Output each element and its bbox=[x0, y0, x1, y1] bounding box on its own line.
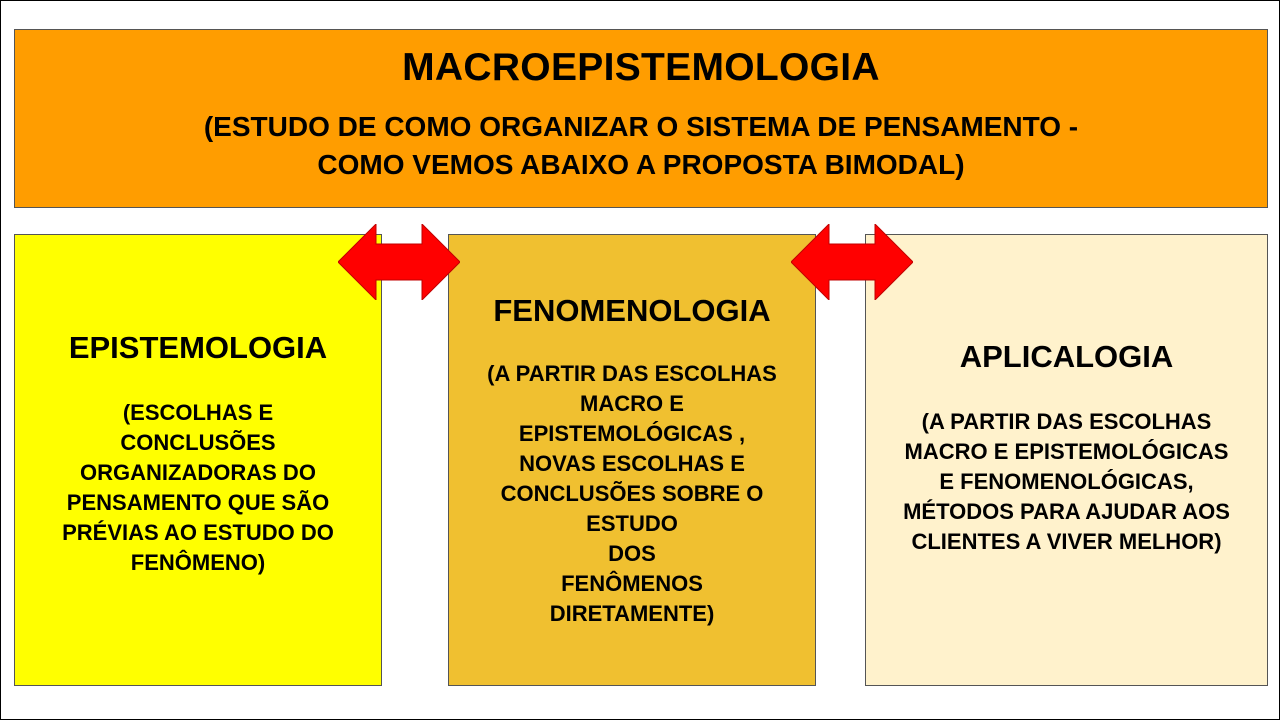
header-title: MACROEPISTEMOLOGIA bbox=[402, 46, 880, 89]
fenomenologia-description: (A PARTIR DAS ESCOLHAS MACRO E EPISTEMOLÓGICAS , NOVAS ESCOLHAS E CONCLUSÕES SOBRE O ESTUDO DOS FENÔMENOS DIRETAMENTE) bbox=[487, 361, 777, 626]
aplicalogia-box bbox=[865, 234, 1268, 686]
epistemologia-box bbox=[14, 234, 382, 686]
fenomenologia-title: FENOMENOLOGIA bbox=[493, 293, 771, 328]
macroepistemologia-box bbox=[14, 29, 1268, 208]
epistemologia-title: EPISTEMOLOGIA bbox=[68, 330, 328, 365]
double-arrow-icon bbox=[791, 224, 913, 300]
double-arrow-icon bbox=[338, 224, 460, 300]
fenomenologia-box bbox=[448, 234, 816, 686]
aplicalogia-title: APLICALOGIA bbox=[959, 339, 1174, 374]
header-subtitle: (ESTUDO DE COMO ORGANIZAR O SISTEMA DE PENSAMENTO - COMO VEMOS ABAIXO A PROPOSTA BIMODAL) bbox=[203, 111, 1079, 180]
aplicalogia-description: (A PARTIR DAS ESCOLHAS MACRO E EPISTEMOLÓGICAS E FENOMENOLÓGICAS, MÉTODOS PARA AJUDAR AOS CLIENTES A VIVER MELHOR) bbox=[903, 409, 1230, 554]
epistemologia-description: (ESCOLHAS E CONCLUSÕES ORGANIZADORAS DO PENSAMENTO QUE SÃO PRÉVIAS AO ESTUDO DO FENÔMENO) bbox=[62, 400, 334, 575]
